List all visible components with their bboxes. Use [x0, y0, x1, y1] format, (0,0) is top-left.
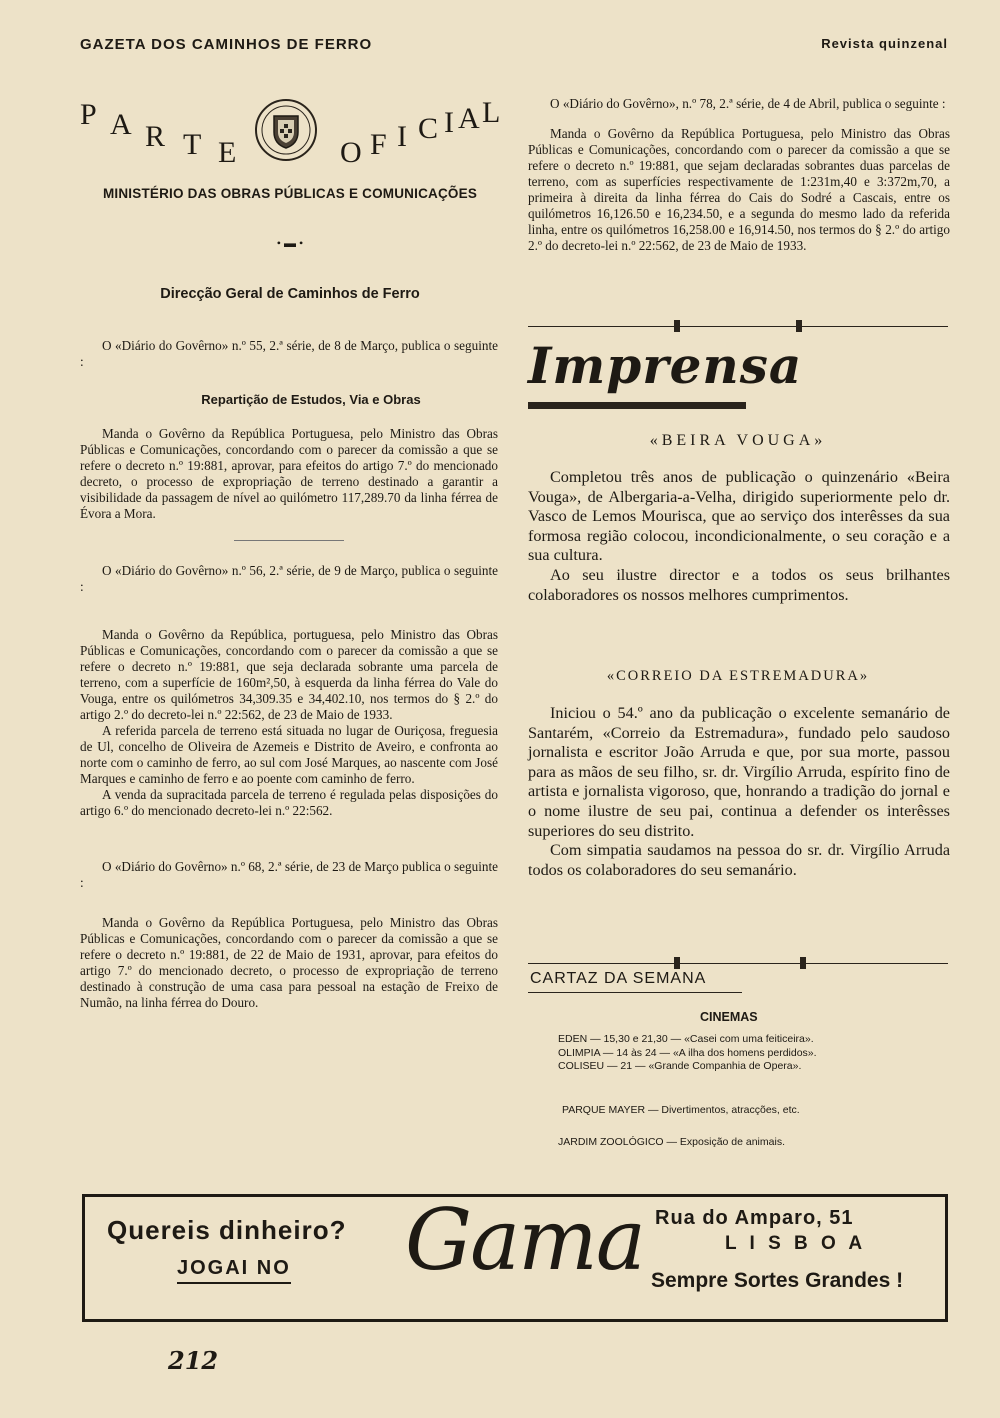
- running-head-subtitle: Revista quinzenal: [821, 36, 948, 51]
- cinemas-list: [558, 1033, 817, 1074]
- heading-letter: F: [370, 128, 387, 161]
- rule-mark: [674, 957, 680, 969]
- ad-headline: Quereis dinheiro?: [107, 1215, 347, 1245]
- heading-letter: I: [444, 106, 454, 139]
- cinema-listing: COLISEU — 21 — «Grande Companhia de Opera».: [558, 1060, 802, 1072]
- notice-body: Manda o Govêrno da República Portuguesa, pelo Ministro das Obras Públicas e Comunicações, concordando com o parecer da comissão a que se refere o decreto n.º 19:881, aprovar, para efeitos do artigo 7.º do mencionado decreto, o processo de expropriação de terreno destinado a garantir a visibilidade da passagem de nível ao quilómetro 117,289.70 da linha férrea de Évora a Mora.: [80, 426, 498, 521]
- section-rule: [528, 326, 948, 327]
- beira-vouga-title: «BEIRA VOUGA»: [649, 432, 827, 449]
- rule-mark: [674, 320, 680, 332]
- correio-text: [528, 704, 950, 880]
- ad-slogan: Sempre Sortes Grandes !: [651, 1269, 904, 1292]
- article-paragraph: Iniciou o 54.º ano da publicação o excelente semanário de Santarém, «Correio da Estremadura», fundado pelo saudoso jornalista e escritor João Arruda e que, por sua morte, passou para as mãos de seu filho, sr. dr. Virgílio Arruda, espírito fino de artista e jornalista vigoroso, que, honrando a tradição do jornal e o nome ilustre de seu pai, continua a defender os interêsses superiores do seu distrito.: [528, 704, 950, 840]
- heading-letter: R: [145, 120, 166, 153]
- gama-logo: Gama: [405, 1191, 644, 1289]
- notice-intro: O «Diário do Govêrno» n.º 55, 2.ª série, de 8 de Março, publica o seguinte :: [80, 338, 498, 369]
- jardim-listing: JARDIM ZOOLÓGICO — Exposição de animais.: [558, 1136, 785, 1148]
- rule-mark: [796, 320, 802, 332]
- right-notice: [528, 96, 950, 254]
- repartição-heading: Repartição de Estudos, Via e Obras: [201, 392, 421, 407]
- heading-letter: P: [80, 98, 97, 131]
- notice-intro: O «Diário do Govêrno» n.º 68, 2.ª série, de 23 de Março publica o seguinte :: [80, 859, 498, 890]
- article-paragraph: Com simpatia saudamos na pessoa do sr. dr. Virgílio Arruda todos os colaboradores do seu semanário.: [528, 841, 950, 879]
- notice-body: Manda o Govêrno da República, portuguesa, pelo Ministro das Obras Públicas e Comunicações, concordando com o parecer da comissão a que se refere o decreto n.º 19:881, que seja declarada sobrante uma parcela de terreno, com a superfície de 160m²,50, à esquerda da linha férrea do Vale do Vouga, entre os quilómetros 34,309.35 e 34,402.10, nos termos do § 2.º do artigo 2.º do decreto-lei n.º 22:562, de 23 de Maio de 1933.: [80, 627, 498, 722]
- notice-body: A referida parcela de terreno está situada no lugar de Ouriçosa, freguesia de Ul, concelho de Oliveira de Azemeis e Distrito de Aveiro, e confronta ao norte com o caminho de ferro, ao sul com José Marques, ao nascente com José Marques e caminho de ferro e ao poente com caminho de ferro.: [80, 723, 498, 786]
- cartaz-underline: [528, 992, 742, 993]
- heading-letter: E: [218, 136, 237, 169]
- heading-letter: I: [397, 120, 407, 153]
- ad-city: L I S B O A: [725, 1233, 867, 1254]
- correio-title: «CORREIO DA ESTREMADURA»: [606, 668, 870, 684]
- coat-of-arms-icon: [254, 98, 318, 162]
- running-head-title: GAZETA DOS CAMINHOS DE FERRO: [80, 36, 373, 53]
- ornament-divider: • ▬ •: [276, 236, 304, 250]
- notice-intro: O «Diário do Govêrno» n.º 56, 2.ª série, de 9 de Março, publica o seguinte :: [80, 563, 498, 594]
- rule-mark: [800, 957, 806, 969]
- section-rule: [528, 963, 948, 964]
- cinemas-heading: CINEMAS: [700, 1010, 758, 1024]
- parque-mayer-listing: PARQUE MAYER — Divertimentos, atracções, etc.: [562, 1104, 800, 1116]
- left-column: [80, 338, 498, 1011]
- heading-letter: T: [183, 128, 202, 161]
- ad-subline: JOGAI NO: [177, 1257, 291, 1284]
- heading-letter: A: [458, 102, 480, 135]
- heading-letter: C: [418, 112, 439, 145]
- notice-body: Manda o Govêrno da República Portuguesa, pelo Ministro das Obras Públicas e Comunicações, concordando com o parecer da comissão a que se refere o decreto n.º 19:881, de 22 de Maio de 1931, aprovar, para efeitos do artigo 7.º do mencionado decreto, o processo de expropriação de terreno destinado à construção de uma casa para pessoal na estação de Freixo de Numão, na linha férrea do Douro.: [80, 915, 498, 1010]
- heading-letter: O: [340, 136, 362, 169]
- article-paragraph: Completou três anos de publicação o quinzenário «Beira Vouga», de Albergaria-a-Velha, dirigido superiormente pelo dr. Vasco de Lemos Mourisca, que ao serviço dos interêsses da sua formosa região colocou, incondicionalmente, o seu coração e a sua cultura.: [528, 468, 950, 565]
- beira-vouga-text: [528, 468, 950, 605]
- notice-intro: O «Diário do Govêrno», n.º 78, 2.ª série, de 4 de Abril, publica o seguinte :: [550, 96, 946, 111]
- imprensa-title: Imprensa: [528, 336, 803, 395]
- heading-letter: A: [110, 108, 132, 141]
- notice-body: A venda da supracitada parcela de terreno é regulada pelas disposições do artigo 6.º do mencionado decreto-lei n.º 22:562.: [80, 787, 498, 818]
- cinema-listing: EDEN — 15,30 e 21,30 — «Casei com uma feiticeira».: [558, 1033, 814, 1045]
- ministry-heading: MINISTÉRIO DAS OBRAS PÚBLICAS E COMUNICAÇÕES: [102, 186, 478, 201]
- cinema-listing: OLIMPIA — 14 às 24 — «A ilha dos homens perdidos».: [558, 1046, 817, 1059]
- article-paragraph: Ao seu ilustre director e a todos os seus brilhantes colaboradores os nossos melhores cumprimentos.: [528, 565, 950, 604]
- page-number: 212: [168, 1346, 219, 1375]
- ad-address: Rua do Amparo, 51: [655, 1207, 854, 1229]
- cartaz-title: CARTAZ DA SEMANA: [530, 970, 707, 987]
- notice-body: Manda o Govêrno da República Portuguesa, pelo Ministro das Obras Públicas e Comunicações, concordando com o parecer da comissão a que se refere o decreto n.º 19:881, que sejam declaradas sobrantes duas parcelas de terreno, com as superfícies respectivamente de 1:231m,40 e 3:372m,70, a primeira à direita da linha férrea do Cais do Sodré a Cascais, entre os quilómetros 16,126.50 e 16,234.50, e a segunda do mesmo lado da referida linha, entre os quilómetros 16,258.00 e 16,914.50, nos termos do § 2.º do artigo 2.º do decreto-lei n.º 22:562, de 23 de Maio de 1933.: [528, 126, 950, 253]
- section-divider: [234, 540, 344, 541]
- heading-letter: L: [482, 96, 501, 129]
- gama-advertisement: [82, 1191, 948, 1322]
- direccao-heading: Direcção Geral de Caminhos de Ferro: [160, 286, 420, 302]
- imprensa-underline: [528, 402, 746, 409]
